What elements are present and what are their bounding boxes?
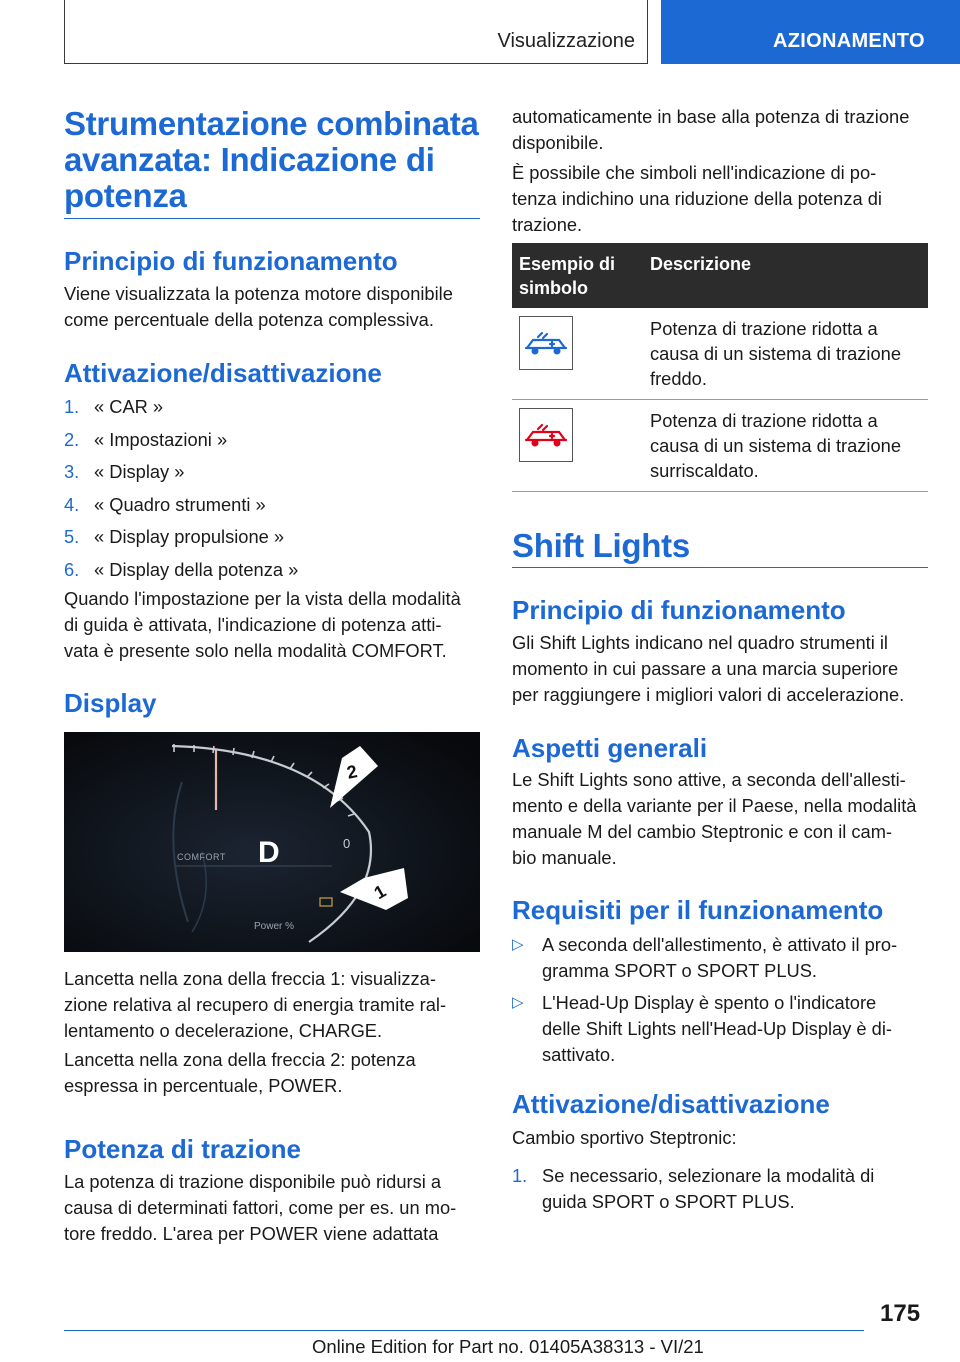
table-header-row (512, 243, 928, 308)
instrument-cluster-image (64, 732, 480, 952)
svg-text:1: 1 (370, 880, 390, 904)
header-section-box (64, 0, 648, 64)
page-title (64, 106, 484, 214)
shift-activation-heading: Attivazione/disattivazione (512, 1089, 830, 1119)
bullet-triangle-icon: ▷ (512, 936, 524, 953)
title-line-3: potenza (64, 177, 187, 214)
power-gauge-illustration (64, 732, 480, 952)
symbol-table (512, 243, 928, 492)
list-item: 4. « Quadro strumenti » (64, 493, 266, 515)
table-header-symbol: Esempio di simbolo (512, 243, 643, 308)
list-item: 1. Se necessario, selezionare la modalità di guida SPORT o SPORT PLUS. (512, 1165, 875, 1212)
general-heading: Aspetti generali (512, 733, 708, 763)
requirements-list (512, 932, 897, 1074)
arrow2-text: Lancetta nella zona della freccia 2: potenza espressa in percentuale, POWER. (64, 1049, 416, 1096)
footer-edition: Online Edition for Part no. 01405A38313 - VI/21 (312, 1336, 704, 1357)
shift-lights-title: Shift Lights (512, 527, 690, 564)
activation-heading: Attivazione/disattivazione (64, 358, 382, 388)
bullet-triangle-icon: ▷ (512, 994, 524, 1011)
reduced-traction-hot-icon (519, 408, 573, 462)
gear-indicator: D (258, 836, 280, 869)
mode-label: COMFORT (177, 852, 226, 862)
list-item: 3. « Display » (64, 461, 185, 482)
table-header-description: Descrizione (643, 243, 928, 308)
footer-divider (64, 1330, 864, 1331)
header-chapter-tab (661, 0, 960, 64)
list-item: 1. « CAR » (64, 396, 164, 417)
list-item: 2. « Impostazioni » (64, 428, 228, 450)
scale-label: Power % (254, 921, 295, 932)
list-item: ▷ A seconda dell'allestimento, è attivato il pro- gramma SPORT o SPORT PLUS. (512, 934, 898, 981)
symbols-note: È possibile che simboli nell'indicazione di po- tenza indichino una riduzione della potenza di trazione. (512, 162, 882, 235)
table-cell-description: Potenza di trazione ridotta a causa di un sistema di trazione surriscaldato. (643, 400, 928, 492)
page-number: 175 (880, 1300, 921, 1327)
list-item: 6. « Display della potenza » (64, 558, 299, 580)
activation-intro: Cambio sportivo Steptronic: (512, 1127, 737, 1148)
reduced-traction-cold-icon (519, 316, 573, 370)
table-cell-description: Potenza di trazione ridotta a causa di un sistema di trazione freddo. (643, 308, 928, 400)
principle-text: Viene visualizzata la potenza motore disponibile come percentuale della potenza complessiva. (64, 283, 453, 330)
shift-principle-text: Gli Shift Lights indicano nel quadro strumenti il momento in cui passare a una marcia superiore per raggiungere i migliori valori di accelerazione. (512, 632, 905, 705)
shift-title-divider (512, 567, 928, 568)
zero-mark: 0 (343, 836, 351, 851)
general-text: Le Shift Lights sono attive, a seconda dell'allesti- mento e della variante per il Paese, nella modalità manuale M del cambio Steptronic e con il cam- bio manuale. (512, 769, 917, 868)
list-item: 5. « Display propulsione » (64, 526, 285, 547)
header-section-label: Visualizzazione (497, 30, 635, 52)
traction-heading: Potenza di trazione (64, 1134, 301, 1164)
traction-continued: automaticamente in base alla potenza di trazione disponibile. (512, 106, 910, 153)
title-line-1: Strumentazione combinata (64, 105, 479, 142)
table-row (512, 308, 928, 400)
display-heading: Display (64, 688, 157, 718)
title-divider (64, 218, 480, 219)
list-item: ▷ L'Head-Up Display è spento o l'indicatore delle Shift Lights nell'Head-Up Display è di- sattivato. (512, 992, 892, 1065)
shift-activation-steps (512, 1163, 874, 1221)
table-row (512, 400, 928, 492)
mode-note: Quando l'impostazione per la vista della modalità di guida è attivata, l'indicazione di potenza atti- vata è presente solo nella modalità COMFORT. (64, 588, 461, 661)
shift-principle-heading: Principio di funzionamento (512, 595, 846, 625)
arrow1-text: Lancetta nella zona della freccia 1: visualizza- zione relativa al recupero di energia tramite ral- lentamento o decelerazione, CHARGE. (64, 968, 447, 1041)
title-line-2: avanzata: Indicazione di (64, 141, 435, 178)
requirements-heading: Requisiti per il funzionamento (512, 895, 884, 925)
principle-heading: Principio di funzionamento (64, 246, 398, 276)
traction-text: La potenza di trazione disponibile può ridursi a causa di determinati fattori, come per es. un mo- tore freddo. L'area per POWER viene adattata (64, 1171, 457, 1244)
header-chapter-label: AZIONAMENTO (773, 30, 925, 52)
svg-text:2: 2 (345, 761, 359, 783)
activation-steps (64, 391, 298, 586)
